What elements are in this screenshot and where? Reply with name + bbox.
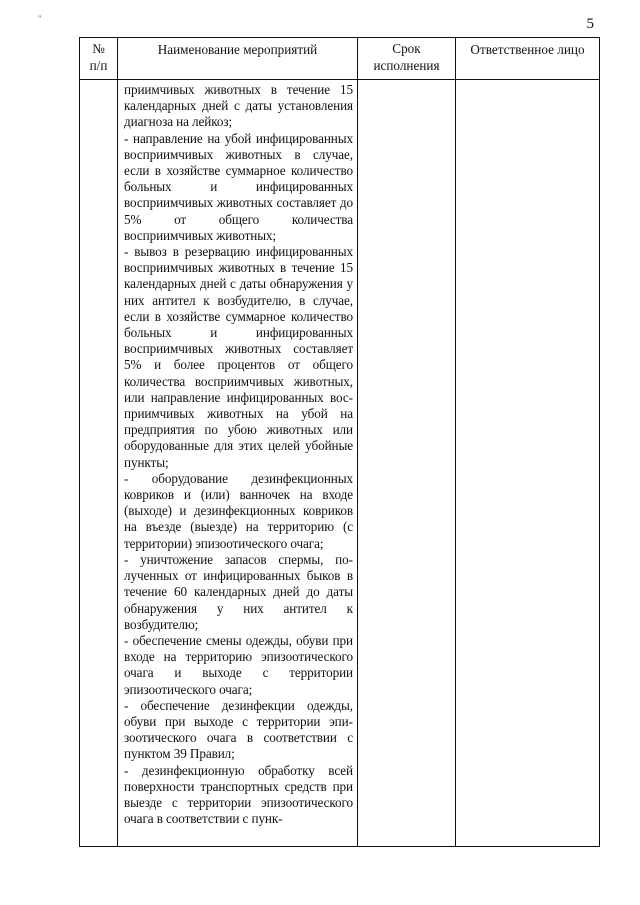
action-paragraph: - уничтожение запасов спермы, полученных от инфицированных быков в течение 60 календарных дней до даты обнаружения у них антител к возбудителю; [124, 551, 353, 632]
header-action: Наименование мероприятий [118, 38, 358, 80]
page-number: 5 [586, 16, 594, 32]
corner-mark: " [38, 14, 42, 24]
table-row [80, 80, 600, 847]
header-deadline [358, 38, 456, 80]
action-paragraph: - направление на убой инфицированных восприимчивых животных в случае, если в хозяйстве суммарное количество больных и инфицированных восприимчивых животных составляет до 5% от общего количества восприимчивых животных; [124, 130, 353, 243]
header-deadline-line2: исполнения [373, 58, 440, 73]
action-paragraph: - дезинфекционную обработку всей поверхности транспортных средств при выезде с территории эпизоотического очага в соответствии с пунк- [124, 762, 353, 827]
header-deadline-line1: Срок [392, 41, 421, 56]
cell-deadline [358, 80, 456, 847]
cell-action [118, 80, 358, 847]
action-paragraph: - обеспечение дезинфекции одежды, обуви при выходе с территории эпизоотического очага в соответствии с пунктом 39 Правил; [124, 697, 353, 762]
measures-table [79, 37, 600, 847]
action-paragraph: приимчивых животных в течение 15 календарных дней с даты установления диагноза на лейкоз; [124, 82, 353, 130]
action-paragraph: - обеспечение смены одежды, обуви при входе на территорию эпизоотического очага и выходе с территории эпизоотического очага; [124, 632, 353, 697]
header-responsible: Ответственное лицо [456, 38, 600, 80]
table-header-row [80, 38, 600, 80]
header-num-line2: п/п [89, 58, 108, 73]
cell-num [80, 80, 118, 847]
action-paragraph: - вывоз в резервацию инфицированных восприимчивых животных в течение 15 календарных дней с даты обнаружения у них антител к возбудителю, в случае, если в хозяйстве суммарное количество больных и инфицированных восприимчивых животных составляет 5% и более процентов от общего количества восприимчивых животных, или направление инфицированных восприимчивых животных на убой на предприятия по убою животных или оборудованные для этих целей убойные пункты; [124, 244, 353, 470]
header-num-line1: № [92, 41, 105, 56]
header-num [80, 38, 118, 80]
action-paragraph: - оборудование дезинфекционных ковриков и (или) ванночек на входе (выходе) и дезинфекционных ковриков на въезде (выезде) на территорию (с территории) эпизоотического очага; [124, 470, 353, 551]
cell-responsible [456, 80, 600, 847]
